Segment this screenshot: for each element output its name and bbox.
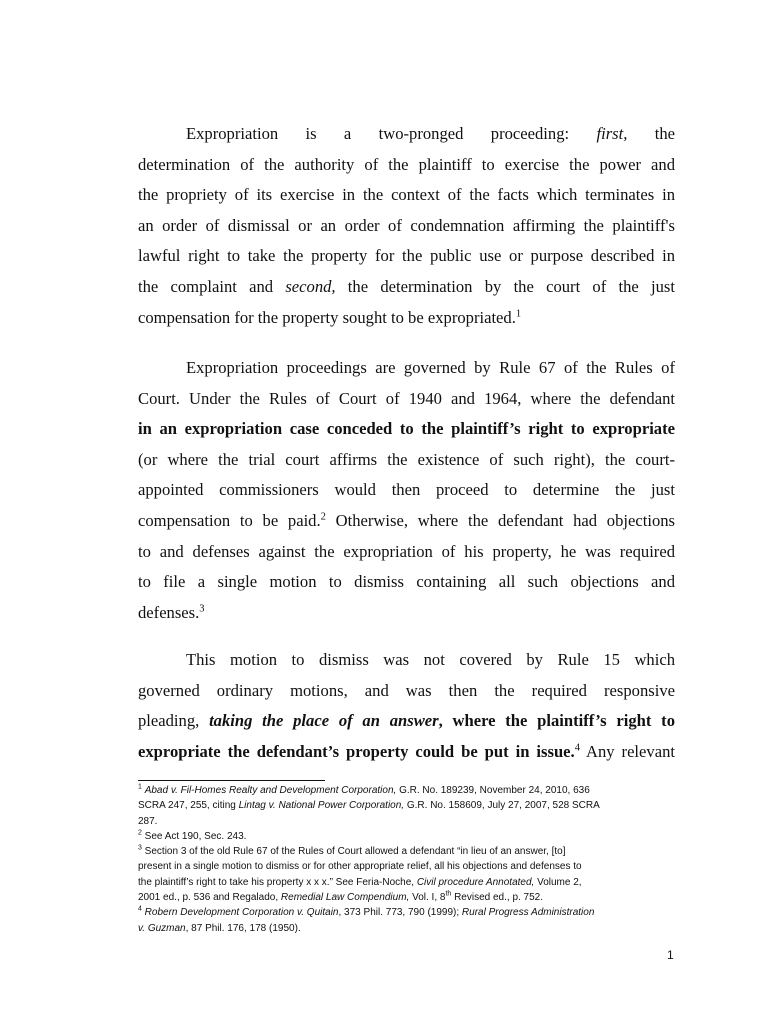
paragraph-line: to file a single motion to dismiss containing all such objections and: [138, 572, 675, 592]
footnote-separator: [138, 780, 325, 781]
paragraph-line: [138, 737, 675, 768]
paragraph-line: [138, 598, 675, 629]
text-run: , 87 Phil. 176, 178 (1950).: [185, 922, 301, 934]
paragraph-3: [138, 645, 675, 767]
footnote-line: [138, 921, 678, 936]
footnotes: [138, 783, 678, 936]
paragraph-line-bold: in an expropriation case conceded to the plaintiff’s right to expropriate: [138, 419, 675, 439]
ordinal-suffix: th: [445, 890, 452, 898]
footnote-line: [138, 875, 678, 890]
paragraph-line: to and defenses against the expropriation of his property, he was required: [138, 541, 675, 561]
paragraph-line: [138, 303, 675, 334]
footnote-number: 2: [138, 829, 142, 837]
footnote-ref[interactable]: 3: [199, 603, 205, 615]
text-run: Vol. I, 8: [409, 892, 446, 904]
footnote-line: 287.: [138, 815, 158, 827]
footnote-ref[interactable]: 1: [515, 308, 522, 320]
paragraph-line: an order of dismissal or an order of condemnation affirming the plaintiff's: [138, 215, 675, 235]
text-run: pleading,: [138, 711, 210, 731]
paragraph-line: Court. Under the Rules of Court of 1940 and 1964, where the defendant: [138, 388, 675, 408]
text-run: Volume 2,: [534, 876, 582, 888]
paragraph-line: the propriety of its exercise in the context of the facts which terminates in: [138, 185, 675, 205]
book-title: Civil procedure Annotated,: [416, 876, 535, 888]
paragraph-line: [138, 272, 675, 303]
case-name: v. Guzman: [138, 922, 186, 934]
footnote-number: 1: [138, 783, 142, 791]
emphasis-text: first,: [596, 124, 628, 143]
paragraph-line: This motion to dismiss was not covered by Rule 15 which: [186, 650, 675, 669]
paragraph-line: appointed commissioners would then proceed to determine the just: [138, 480, 675, 500]
text-run: G.R. No. 189239, November 24, 2010, 636: [396, 785, 590, 796]
bold-text: expropriate the defendant’s property could be put in issue.: [138, 741, 575, 761]
footnote-1: [138, 783, 678, 798]
footnote-line: present in a single motion to dismiss or for other appropriate relief, all his objections and defenses to: [138, 861, 582, 873]
text-run: Section 3 of the old Rule 67 of the Rules of Court allowed a defendant “in lieu of an answer, [to]: [141, 846, 566, 858]
paragraph-2: [138, 353, 675, 628]
book-title: Remedial Law Compendium,: [280, 892, 410, 904]
case-name: Abad v. Fil-Homes Realty and Development Corporation,: [144, 785, 397, 796]
text-run: SCRA 247, 255, citing: [138, 800, 239, 812]
paragraph-line: [138, 706, 675, 737]
bold-text: , where the plaintiff’s right to: [438, 711, 675, 731]
paragraph-line: [138, 506, 675, 537]
footnote-4: [138, 905, 678, 920]
footnote-2: [138, 829, 678, 844]
text-run: the: [627, 124, 675, 143]
footnote-3: [138, 844, 678, 859]
text-run: Expropriation is a two-pronged proceeding:: [186, 124, 597, 143]
text-run: Otherwise, where the defendant had objections: [325, 510, 675, 530]
footnote-ref[interactable]: 2: [320, 511, 326, 523]
emphasis-text: second,: [285, 276, 336, 296]
paragraph-line: (or where the trial court affirms the existence of such right), the court-: [138, 449, 675, 469]
text-run: G.R. No. 158609, July 27, 2007, 528 SCRA: [404, 800, 600, 812]
footnote-ref[interactable]: 4: [574, 742, 580, 754]
text-run: the plaintiff’s right to take his property x x x.” See Feria-Noche,: [138, 876, 417, 888]
text-run: , 373 Phil. 773, 790 (1999);: [338, 907, 462, 919]
paragraph-line: Expropriation proceedings are governed by Rule 67 of the Rules of: [186, 358, 675, 377]
text-run: the determination by the court of the just: [335, 276, 675, 296]
bold-italic-text: taking the place of an answer: [209, 711, 439, 731]
text-run: compensation for the property sought to be expropriated.: [138, 307, 516, 327]
paragraph-line: [138, 119, 675, 150]
footnote-line: [138, 798, 678, 813]
case-name: Lintag v. National Power Corporation,: [238, 800, 405, 812]
footnote-line: [138, 890, 678, 905]
text-run: the complaint and: [138, 276, 286, 296]
case-name: Robern Development Corporation v. Quitain: [141, 907, 339, 919]
page-number: 1: [667, 948, 674, 962]
case-name: Rural Progress Administration: [461, 907, 595, 919]
text-run: See Act 190, Sec. 243.: [141, 830, 247, 842]
text-run: Revised ed., p. 752.: [451, 892, 544, 904]
footnote-number: 3: [138, 844, 142, 852]
footnote-number: 4: [138, 906, 142, 914]
paragraph-line: governed ordinary motions, and was then the required responsive: [138, 680, 675, 700]
text-run: Any relevant: [579, 741, 675, 761]
paragraph-line: determination of the authority of the plaintiff to exercise the power and: [138, 154, 675, 174]
paragraph-1: [138, 119, 675, 333]
paragraph-line: lawful right to take the property for the public use or purpose described in: [138, 246, 675, 266]
text-run: compensation to be paid.: [138, 510, 321, 530]
text-run: 2001 ed., p. 536 and Regalado,: [138, 892, 281, 904]
text-run: defenses.: [138, 602, 200, 622]
